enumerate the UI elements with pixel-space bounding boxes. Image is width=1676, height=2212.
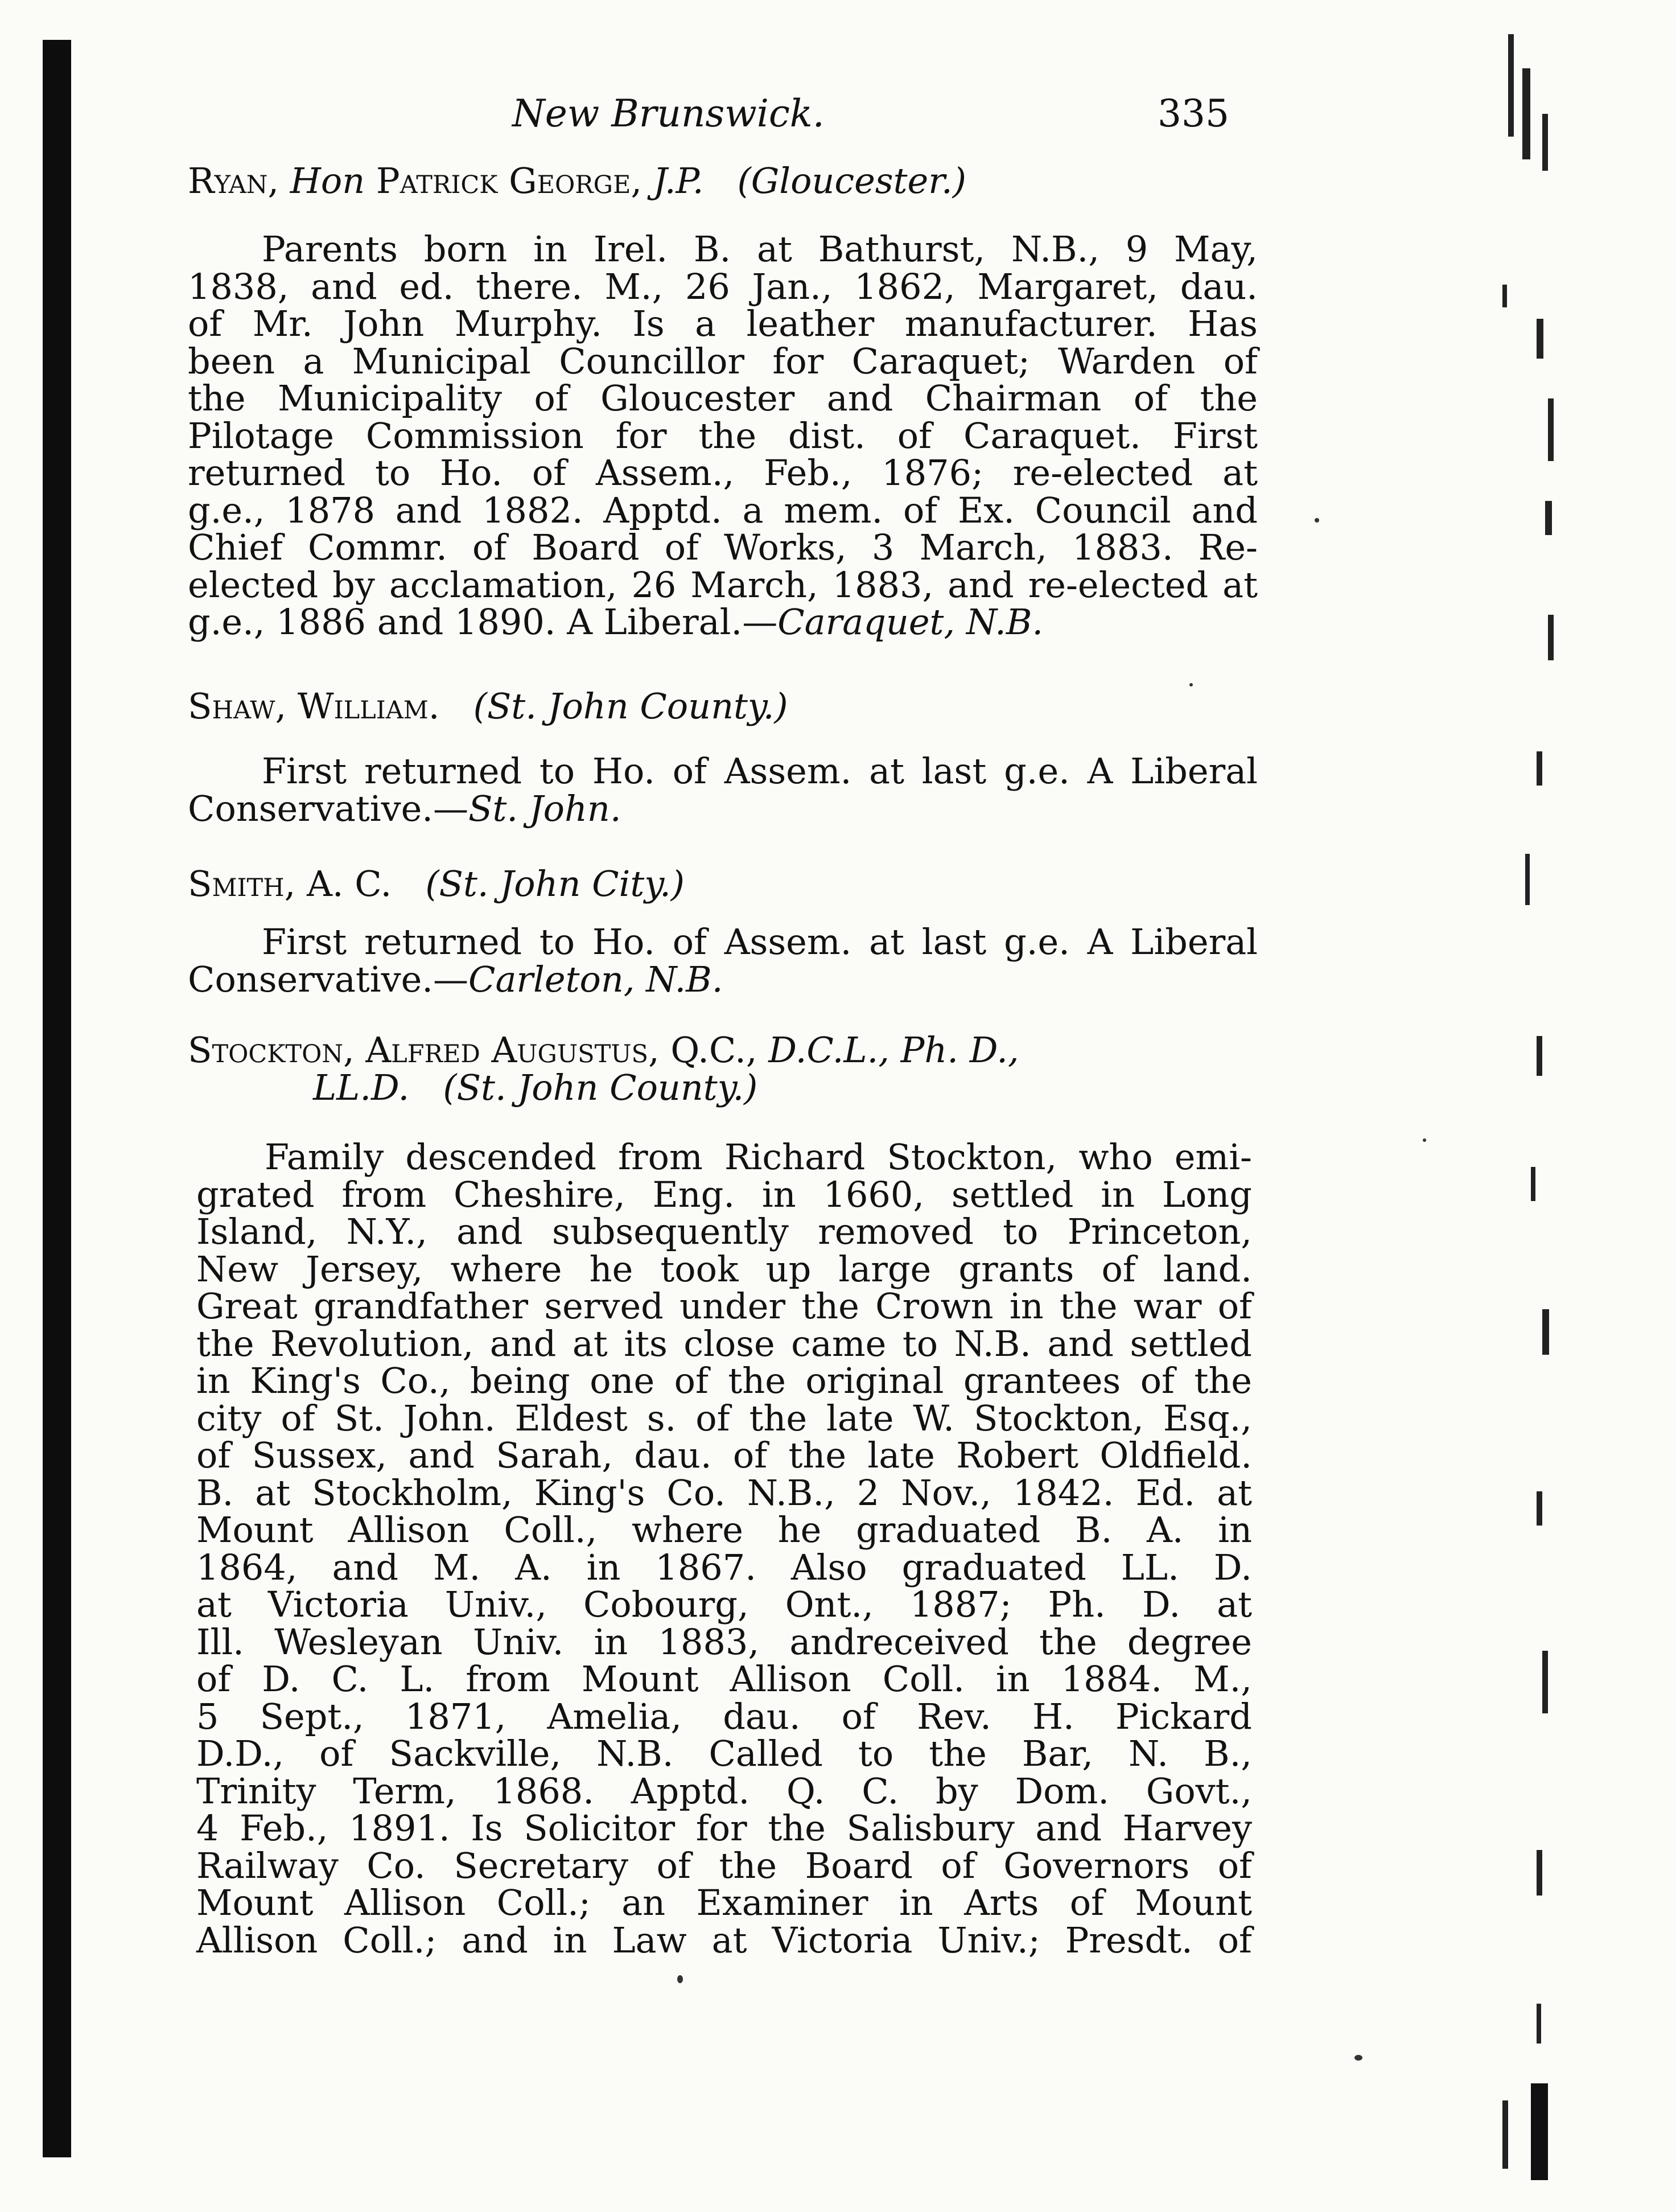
- entry-closing-smith: Conservative.—Carleton, N.B.: [188, 959, 723, 1000]
- address-shaw: St. John.: [468, 788, 621, 829]
- page-header: [512, 85, 1229, 142]
- entry-heading-smith: Smith, A. C. (St. John City.): [188, 863, 685, 904]
- entry-heading-stockton: Stockton, Alfred Augustus, Q.C., D.C.L., Ph. D., LL.D. (St. John County.): [188, 1029, 1019, 1108]
- entry-body-stockton: Family descended from Richard Stockton, who emi- grated from Cheshire, Eng. in 1660, settled in Long Island, N.Y., and subsequently removed to Princeton, New Jersey, where he took up large grants of land. Great grandfather served under the Crown in the war of the Revolution, and at its close came to N.B. and settled in King's Co., being one of the original grantees of the city of St. John. Eldest s. of the late W. Stockton, Esq., of Sussex, and Sarah, dau. of the late Robert Oldfield. B. at Stockholm, King's Co. N.B., 2 Nov., 1842. Ed. at Mount Allison Coll., where he graduated B. A. in 1864, and M. A. in 1867. Also graduated LL. D. at Victoria Univ., Cobourg, Ont., 1887; Ph. D. at Ill. Wesleyan Univ. in 1883, andreceived the degree of D. C. L. from Mount Allison Coll. in 1884. M., 5 Sept., 1871, Amelia, dau. of Rev. H. Pickard D.D., of Sackville, N.B. Called to the Bar, N. B., Trinity Term, 1868. Apptd. Q. C. by Dom. Govt., 4 Feb., 1891. Is Solicitor for the Salisbury and Harvey Railway Co. Secretary of the Board of Governors of Mount Allison Coll.; an Examiner in Arts of Mount Allison Coll.; and in Law at Victoria Univ.; Presdt. of: [196, 1136, 1252, 1961]
- entry-body-smith: First returned to Ho. of Assem. at last g.e. A Liberal: [262, 921, 1258, 963]
- entry-body-ryan: Parents born in Irel. B. at Bathurst, N.B., 9 May, 1838, and ed. there. M., 26 Jan., 1862, Margaret, dau. of Mr. John Murphy. Is a leather manufacturer. Has been a Municipal Councillor for Caraquet; Warden of the Municipality of Gloucester and Chairman of the Pilotage Commission for the dist. of Caraquet. First returned to Ho. of Assem., Feb., 1876; re-elected at g.e., 1878 and 1882. Apptd. a mem. of Ex. Council and Chief Commr. of Board of Works, 3 March, 1883. Re- elected by acclamation, 26 March, 1883, and re-elected at: [188, 228, 1258, 606]
- running-head: New Brunswick.: [512, 92, 825, 135]
- entry-heading-ryan: Ryan, Hon Patrick George, J.P. (Gloucester.): [188, 160, 966, 202]
- entry-closing-ryan: g.e., 1886 and 1890. A Liberal.—Caraquet, N.B.: [188, 601, 1044, 643]
- entry-closing-shaw: Conservative.—St. John.: [188, 788, 621, 829]
- address-ryan: Caraquet, N.B.: [777, 601, 1044, 643]
- entry-heading-shaw: Shaw, William. (St. John County.): [188, 685, 788, 727]
- entry-body-shaw: First returned to Ho. of Assem. at last g.e. A Liberal: [262, 750, 1258, 792]
- address-smith: Carleton, N.B.: [468, 959, 723, 1000]
- page-number: 335: [1158, 92, 1229, 135]
